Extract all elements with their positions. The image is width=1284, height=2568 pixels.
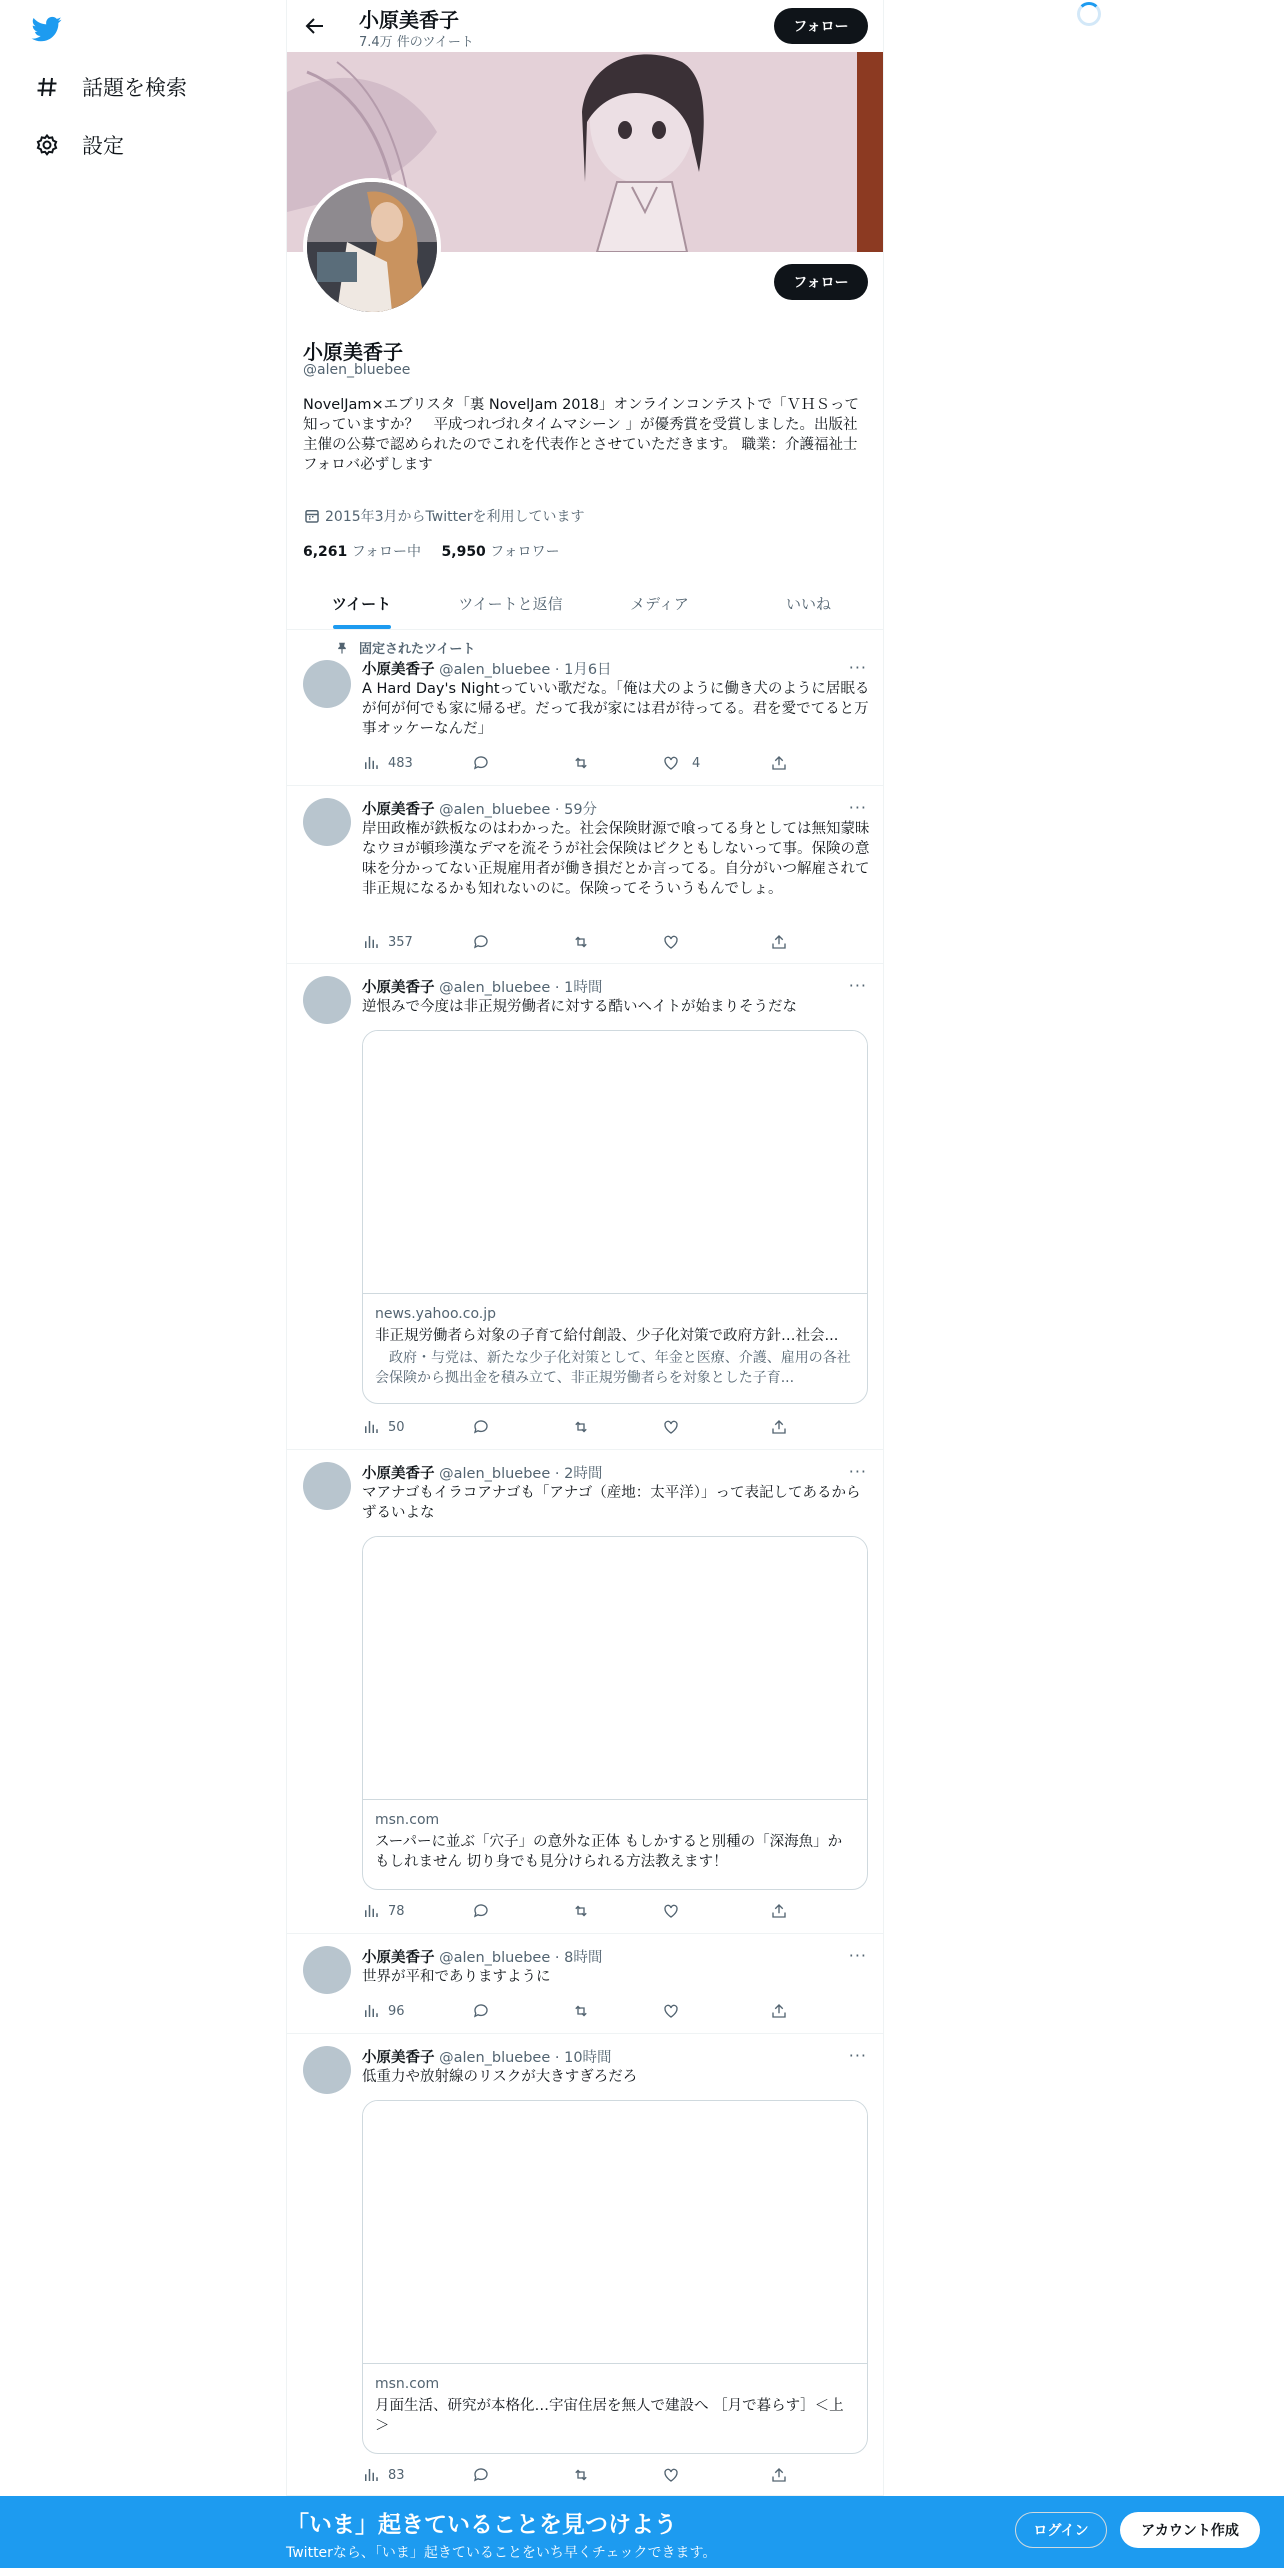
views-button[interactable]: 483 [362,754,472,772]
link-card[interactable] [362,1536,868,1890]
link-card-title: 非正規労働者ら対象の子育て給付創設、少子化対策で政府方針…社会... [375,1328,839,1344]
tweet-actions [362,1416,802,1438]
tweet-avatar[interactable] [303,798,351,846]
reply-icon[interactable] [472,933,572,951]
heart-icon [662,2466,680,2484]
share-icon[interactable] [770,1902,788,1920]
views-button[interactable]: 78 [362,1902,472,1920]
tweet[interactable] [287,2034,883,2496]
tweet-author[interactable]: 小原美香子 [362,980,435,996]
tweet-header [362,658,612,679]
share-icon[interactable] [770,2002,788,2020]
views-button[interactable]: 50 [362,1418,472,1436]
retweet-icon[interactable] [572,754,662,772]
pin-icon [335,641,349,655]
reply-icon[interactable] [472,1902,572,1920]
link-card-description: 政府・与党は、新たな少子化対策として、年金と医療、介護、雇用の各社会保険から拠出金を積み立て、非正規労働者らを対象とした子育... [375,1350,851,1386]
views-icon [362,933,380,951]
tab-likes[interactable]: いいね [785,595,831,613]
tweet[interactable] [287,786,883,964]
tweet-avatar[interactable] [303,2046,351,2094]
more-options-icon[interactable]: ··· [848,658,867,677]
header-follow-button[interactable]: フォロー [774,8,868,44]
tweet-meta: @alen_bluebee · 10時間 [439,2050,612,2066]
more-options-icon[interactable]: ··· [848,1946,867,1965]
share-icon[interactable] [770,754,788,772]
tweet-text: A Hard Day's Nightっていい歌だな。「俺は犬のように働き犬のように居眠るが何が何でも家に帰るぜ。だって我が家には君が待ってる。君を愛でてると万事オッケーなんだ」 [362,681,870,737]
reply-icon[interactable] [472,1418,572,1436]
tab-tweets-and-replies[interactable]: ツイートと返信 [458,595,563,613]
more-options-icon[interactable]: ··· [848,2046,867,2065]
heart-icon [662,1418,680,1436]
link-card[interactable] [362,1030,868,1404]
like-button[interactable] [662,2466,770,2484]
link-card-image[interactable] [363,1537,867,1800]
tweet-meta: @alen_bluebee · 1時間 [439,980,603,996]
profile-handle: @alen_bluebee [303,362,411,378]
reply-icon[interactable] [472,2466,572,2484]
views-icon [362,2466,380,2484]
tweet-actions [362,2000,802,2022]
profile-bio: NovelJam×エブリスタ「裏 NovelJam 2018」オンラインコンテストで「ＶＨＳって知っていますか？ 平成つれづれタイムマシーン 」が優秀賞を受賞しました。出版社主催の公募で認められたのでこれを代表作とさせていただきます。 職業：介護福祉士 フォロバ必ずします [303,397,859,473]
tweet-text: 低重力や放射線のリスクが大きすぎろだろ [362,2069,638,2085]
tweet[interactable] [287,1934,883,2034]
tweet-header [362,798,597,819]
profile-avatar[interactable] [303,178,441,316]
retweet-icon[interactable] [572,933,662,951]
heart-icon [662,1902,680,1920]
heart-icon [662,754,680,772]
tweet-actions [362,931,802,953]
tweet-actions [362,752,802,774]
following-count: 6,261 [303,544,348,560]
following-link[interactable] [303,544,421,560]
tweet-text: 世界が平和でありますように [362,1969,551,1985]
profile-column [286,0,884,2568]
profile-stats [303,541,560,561]
signup-banner [0,2496,1284,2568]
followers-label: フォロワー [490,544,560,560]
retweet-icon[interactable] [572,2466,662,2484]
pinned-label: 固定されたツイート [335,638,475,657]
tweet-avatar[interactable] [303,660,351,708]
profile-follow-button[interactable]: フォロー [774,264,868,300]
tweet-meta: @alen_bluebee · 59分 [439,802,598,818]
link-card-title: 月面生活、研究が本格化…宇宙住居を無人で建設へ ［月で暮らす］＜上＞ [375,2398,844,2434]
top-bar [287,0,883,52]
like-button[interactable] [662,1418,770,1436]
profile-joined [303,506,584,526]
hashtag-icon [34,74,60,100]
like-button[interactable] [662,2002,770,2020]
reply-icon[interactable] [472,754,572,772]
following-label: フォロー中 [351,544,422,560]
share-icon[interactable] [770,933,788,951]
like-button[interactable]: 4 [662,754,770,772]
gear-icon [34,132,60,158]
nav-settings-label: 設定 [82,134,124,158]
link-card-domain: msn.com [375,2376,440,2392]
like-button[interactable] [662,1902,770,1920]
views-icon [362,2002,380,2020]
reply-icon[interactable] [472,2002,572,2020]
more-options-icon[interactable]: ··· [848,1462,867,1481]
header-tweet-count: 7.4万 件のツイート [359,35,474,50]
tweet-author[interactable]: 小原美香子 [362,2050,435,2066]
followers-link[interactable] [442,544,560,560]
tweet-author[interactable]: 小原美香子 [362,1466,435,1482]
loading-spinner-icon [1077,2,1101,26]
tweet-text: 逆恨みで今度は非正規労働者に対する酷いヘイトが始まりそうだな [362,999,797,1015]
nav-settings[interactable] [34,130,124,160]
tweet-avatar[interactable] [303,1462,351,1510]
tab-media[interactable]: メディア [630,595,689,613]
tweet-header [362,976,602,997]
tab-tweets[interactable]: ツイート [287,578,436,629]
more-options-icon[interactable]: ··· [848,798,867,817]
link-card[interactable] [362,2100,868,2454]
tweet-author[interactable]: 小原美香子 [362,1950,435,1966]
heart-icon [662,933,680,951]
tweet[interactable] [287,964,883,1450]
link-card-domain: msn.com [375,1812,440,1828]
views-button[interactable]: 357 [362,933,472,951]
tweet-author[interactable]: 小原美香子 [362,662,435,678]
signup-banner-subtitle: Twitterなら、「いま」起きていることをいち早くチェックできます。 [286,2545,717,2561]
tweet-header [362,2046,612,2067]
login-button[interactable]: ログイン [1015,2512,1107,2548]
share-icon[interactable] [770,1418,788,1436]
views-icon [362,754,380,772]
header-name: 小原美香子 [359,8,459,32]
tweet-meta: @alen_bluebee · 1月6日 [439,662,612,678]
calendar-icon [303,507,321,525]
profile-joined-text: 2015年3月からTwitterを利用しています [325,509,585,525]
nav-explore[interactable] [34,72,187,102]
tweet-meta: @alen_bluebee · 8時間 [439,1950,603,1966]
tweet-header [362,1946,602,1967]
like-button[interactable] [662,933,770,951]
link-card-image[interactable] [363,2101,867,2364]
back-arrow-icon[interactable] [303,14,327,38]
tweet-avatar[interactable] [303,1946,351,1994]
heart-icon [662,2002,680,2020]
views-icon [362,1418,380,1436]
tweet-text: マアナゴもイラコアナゴも「アナゴ（産地：太平洋）」って表記してあるからずるいよな [362,1485,861,1521]
tweet[interactable] [287,630,883,786]
profile-name: 小原美香子 [303,340,403,364]
tweet-author[interactable]: 小原美香子 [362,802,435,818]
tweet-header [362,1462,602,1483]
retweet-icon[interactable] [572,1902,662,1920]
link-card-domain: news.yahoo.co.jp [375,1306,496,1322]
link-card-title: スーパーに並ぶ「穴子」の意外な正体 もしかすると別種の「深海魚」かもしれません 切り身でも見分けられる方法教えます！ [375,1834,843,1870]
link-card-image[interactable] [363,1031,867,1294]
tweet-avatar[interactable] [303,976,351,1024]
tweet-meta: @alen_bluebee · 2時間 [439,1466,603,1482]
tweet-actions [362,2464,802,2486]
tweet[interactable] [287,1450,883,1934]
retweet-icon[interactable] [572,2002,662,2020]
more-options-icon[interactable]: ··· [848,976,867,995]
retweet-icon[interactable] [572,1418,662,1436]
twitter-logo-icon[interactable] [30,14,64,44]
views-icon [362,1902,380,1920]
signup-button[interactable]: アカウント作成 [1120,2512,1260,2548]
views-button[interactable]: 96 [362,2002,472,2020]
profile-tabs [287,578,883,630]
signup-banner-title: 「いま」起きていることを見つけよう [286,2512,677,2538]
followers-count: 5,950 [441,544,486,560]
tweet-text: 岸田政権が鉄板なのはわかった。社会保険財源で喰ってる身としては無知蒙昧なウヨが頓珍漢なデマを流そうが社会保険はビクともしないって事。保険の意味を分かってない正規雇用者が働き損だとか言ってる。自分がいつ解雇されて非正規になるかも知れないのに。保険ってそういうもんでしょ。 [362,821,870,897]
nav-explore-label: 話題を検索 [82,76,187,100]
tweet-actions [362,1900,802,1922]
share-icon[interactable] [770,2466,788,2484]
views-button[interactable]: 83 [362,2466,472,2484]
